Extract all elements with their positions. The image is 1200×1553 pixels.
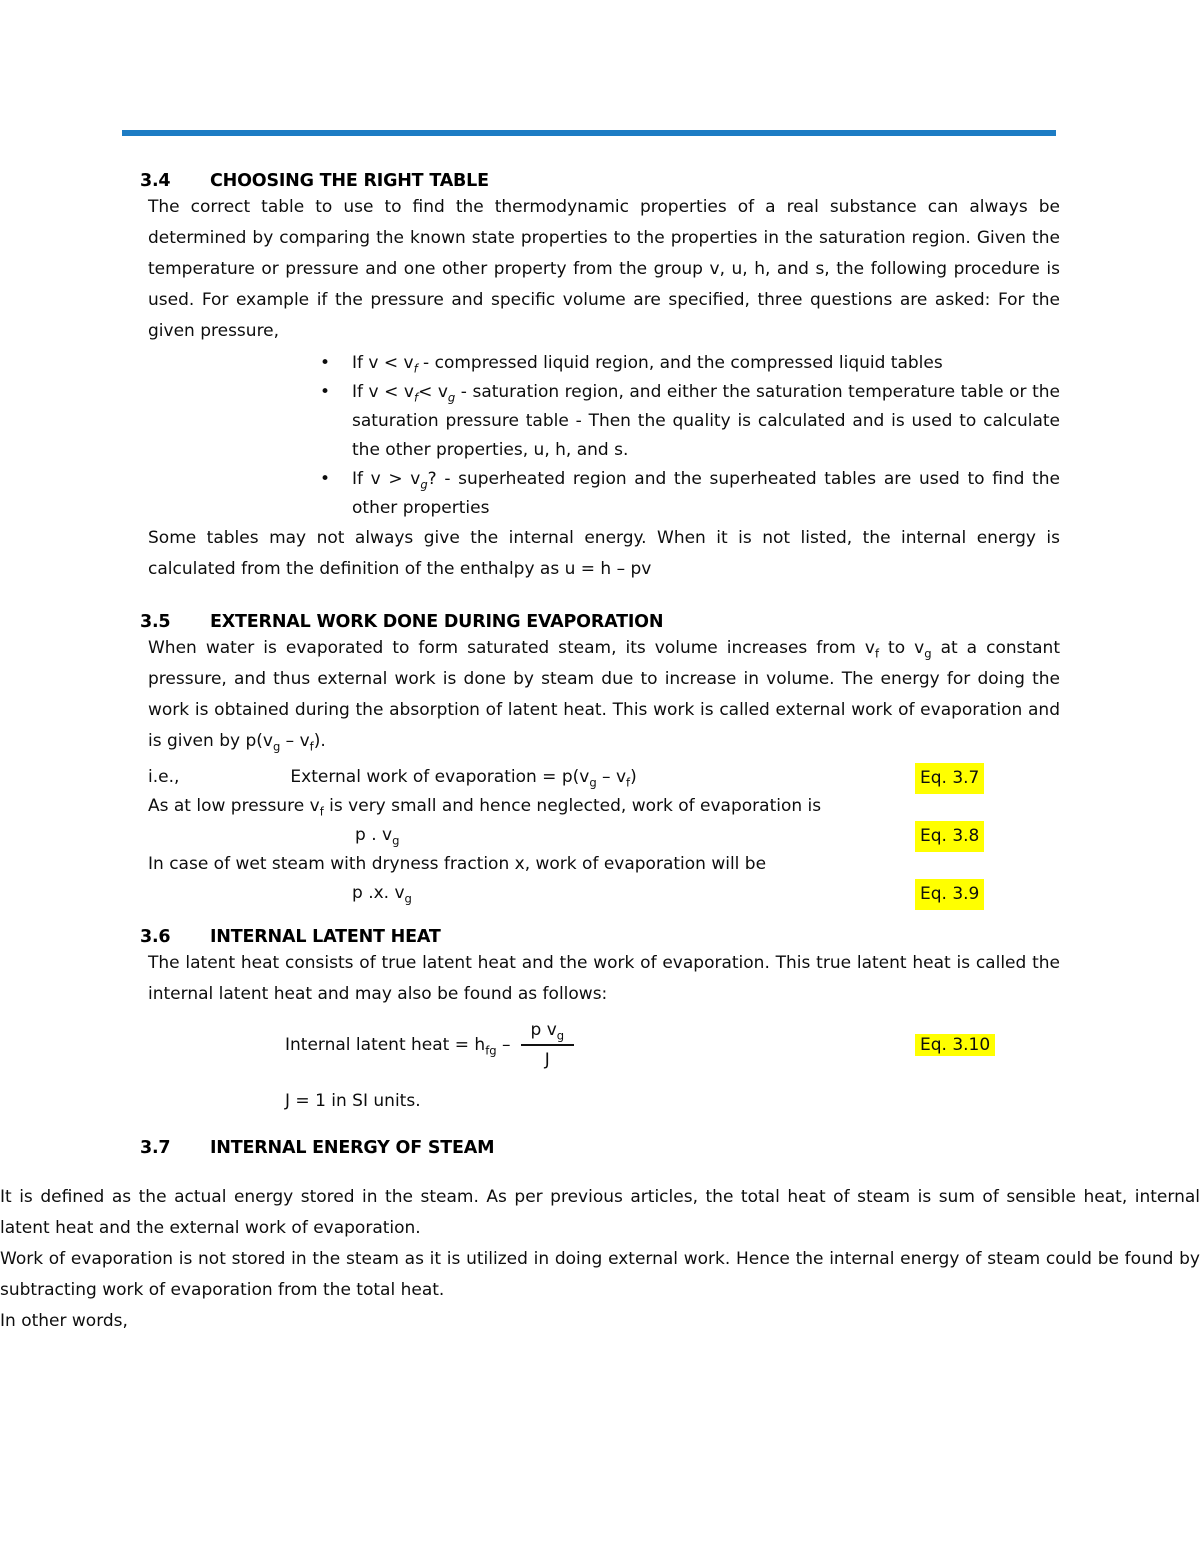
section-title: INTERNAL ENERGY OF STEAM xyxy=(210,1138,495,1158)
equation-row-3-10 xyxy=(148,1013,1060,1077)
bullet-item xyxy=(148,378,1060,465)
bullet-text: If $v < v_f$ - compressed liquid region, and the compressed liquid tables xyxy=(352,353,943,376)
equation-row-3-8 xyxy=(148,821,1060,850)
equation-text-row xyxy=(148,850,1060,879)
section-number: 3.6 xyxy=(140,927,171,947)
equation-expression: External work of evaporation = $p(v_g - v_f)$ xyxy=(290,767,637,790)
section-heading-3-4 xyxy=(140,170,1060,192)
equation-lead: i.e., xyxy=(148,767,180,787)
top-divider xyxy=(122,130,1056,136)
equation-number-badge: Eq. 3.10 xyxy=(915,1034,995,1056)
equation-expression: Internal latent heat = $h_{fg}$ – xyxy=(285,1035,511,1058)
equation-note: As at low pressure $v_f$ is very small and hence neglected, work of evaporation is xyxy=(148,796,822,819)
paragraph-work-not-stored: Work of evaporation is not stored in the steam as it is utilized in doing external work. Hence the internal energy of steam could be found by subtracting work of evaporation from the total heat. xyxy=(0,1249,1200,1300)
bullet-text: If $v > v_g$? - superheated region and the superheated tables are used to find the other properties xyxy=(352,469,1061,518)
bullet-marker-icon xyxy=(320,465,330,494)
section-heading-3-7 xyxy=(140,1137,1060,1159)
section-heading-3-6 xyxy=(140,926,1060,948)
section-title: CHOOSING THE RIGHT TABLE xyxy=(210,171,489,191)
section-title: EXTERNAL WORK DONE DURING EVAPORATION xyxy=(210,612,664,632)
fraction-denominator: J xyxy=(544,1050,550,1070)
paragraph-internal-energy-note: Some tables may not always give the internal energy. When it is not listed, the internal energy is calculated from the definition of the enthalpy as u = h – pv xyxy=(148,528,1060,579)
equation-expression: p . $v_g$ xyxy=(355,825,400,848)
bullet-list xyxy=(148,349,1060,523)
equation-text-row xyxy=(148,792,1060,821)
equation-number-badge: Eq. 3.9 xyxy=(915,879,984,910)
paragraph-latent-heat: The latent heat consists of true latent heat and the work of evaporation. This true latent heat is called the internal latent heat and may also be found as follows: xyxy=(148,953,1060,1004)
equation-note: In case of wet steam with dryness fraction x, work of evaporation will be xyxy=(148,854,767,874)
equation-number-badge: Eq. 3.8 xyxy=(915,821,984,852)
paragraph-choosing-table: The correct table to use to find the thermodynamic properties of a real substance can always be determined by comparing the known state properties to the properties in the saturation region. Given the temperature or pressure and one other property from the group v, u, h, and s, the following procedure is used. For example if the pressure and specific volume are specified, three questions are asked: For the given pressure, xyxy=(148,197,1060,341)
bullet-marker-icon xyxy=(320,349,330,378)
equation-row-3-9 xyxy=(148,879,1060,908)
equation-block xyxy=(148,763,1060,908)
section-number: 3.7 xyxy=(140,1138,171,1158)
bullet-item xyxy=(148,465,1060,523)
equation-expression: p .x. $v_g$ xyxy=(352,883,412,906)
equation-row-3-7 xyxy=(148,763,1060,792)
paragraph-internal-energy-def: It is defined as the actual energy stored in the steam. As per previous articles, the total heat of steam is sum of sensible heat, internal latent heat and the external work of evaporation. xyxy=(0,1187,1200,1238)
bullet-marker-icon xyxy=(320,378,330,407)
section-number: 3.5 xyxy=(140,612,171,632)
fraction-numerator: p $v_g$ xyxy=(521,1019,575,1046)
section-3-7-body xyxy=(0,1182,1200,1337)
section-heading-3-5 xyxy=(140,611,1060,633)
paragraph-si-units: J = 1 in SI units. xyxy=(285,1091,421,1111)
equation-number-badge: Eq. 3.7 xyxy=(915,763,984,794)
section-number: 3.4 xyxy=(140,171,171,191)
paragraph-external-work: When water is evaporated to form saturated steam, its volume increases from $v_f$ to $v_g$ at a constant pressure, and thus external work is done by steam due to increase in volume. The energy for doing the work is obtained during the absorption of latent heat. This work is called external work of evaporation and is given by $p(v_g - v_f)$. xyxy=(148,638,1060,754)
bullet-item xyxy=(148,349,1060,378)
section-title: INTERNAL LATENT HEAT xyxy=(210,927,441,947)
fraction xyxy=(521,1019,575,1071)
bullet-text: If $v < v_f< v_g$ - saturation region, and either the saturation temperature table or the saturation pressure table - Then the quality is calculated and is used to calculate the other properties, u, h, and s. xyxy=(352,382,1060,460)
paragraph-in-other-words: In other words, xyxy=(0,1311,128,1331)
